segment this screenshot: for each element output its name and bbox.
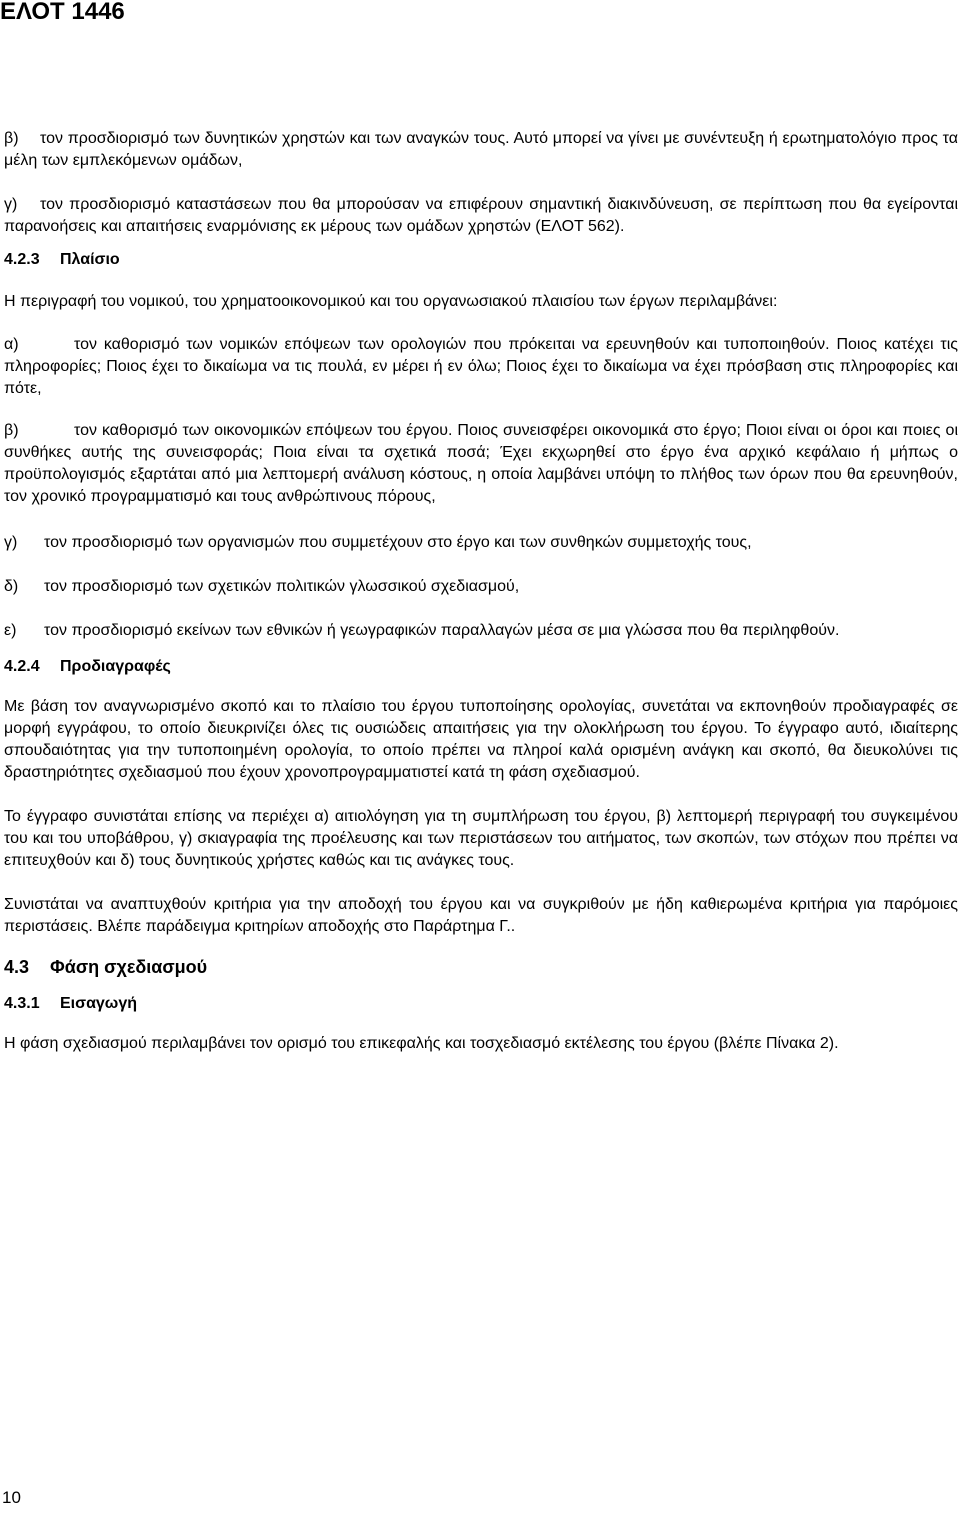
section-heading-4-3 [4, 956, 958, 978]
list-marker: ε) [4, 622, 17, 639]
list-item [4, 334, 958, 400]
list-text: τον προσδιορισμό εκείνων των εθνικών ή γεωγραφικών παραλλαγών μέσα σε μια γλώσσα που θα περιληφθούν. [44, 622, 840, 639]
section-number: 4.3 [4, 957, 30, 977]
list-marker: δ) [4, 578, 19, 595]
section-heading-4-2-4 [4, 656, 958, 678]
section-title: Προδιαγραφές [60, 658, 171, 675]
document-body [4, 128, 958, 1055]
list-item [4, 128, 958, 172]
list-marker: β) [4, 422, 19, 439]
list-text: τον καθορισμό των νομικών επόψεων των ορολογιών που πρόκειται να ερευνηθούν και τυποποιηθούν. Ποιος κατέχει τις πληροφορίες; Ποιος έχει το δικαίωμα να τις πουλά, εν μέρει ή εν όλω; Ποιος έχει το δικαίωμα να έχει πρόσβαση στις πληροφορίες και πότε, [4, 336, 958, 397]
section-heading-4-3-1 [4, 993, 958, 1015]
list-item [4, 576, 958, 598]
list-marker: α) [4, 336, 19, 353]
list-text: τον καθορισμό των οικονομικών επόψεων του έργου. Ποιος συνεισφέρει οικονομικά στο έργο; Ποιοι είναι οι όροι και ποιες οι συνθήκες αυτής της συνεισφοράς; Ποια είναι τα σχετικά ποσά; Έχει εκχωρηθεί στο έργο ένα αρχικό κεφάλαιο ή μήπως ο προϋπολογισμός εξαρτάται από μια λεπτομερή ανάλυση κόστους, η οποία λαμβάνει υπόψη το πλήθος των όρων που θα ερευνηθούν, τον χρονικό προγραμματισμό και τους ανθρώπινους πόρους, [4, 422, 958, 505]
list-text: τον προσδιορισμό των οργανισμών που συμμετέχουν στο έργο και των συνθηκών συμμετοχής τους, [44, 534, 752, 551]
section-title: Εισαγωγή [60, 995, 137, 1012]
paragraph: Η φάση σχεδιασμού περιλαμβάνει τον ορισμό του επικεφαλής και τοσχεδιασμό εκτέλεσης του έργου (βλέπε Πίνακα 2). [4, 1035, 839, 1052]
paragraph: Με βάση τον αναγνωρισμένο σκοπό και το πλαίσιο του έργου τυποποίησης ορολογίας, συνετάται να εκπονηθούν προδιαγραφές σε μορφή εγγράφου, το οποίο διευκρινίζει όλες τις ουσιώδεις απαιτήσεις για την ολοκλήρωση του έργου. Το έγγραφο αυτό, ιδιαίτερης σπουδαιότητας για την τυποποιημένη ορολογία, το οποίο πρέπει να πληροί καλά ορισμένη ανάγκη και σκοπό, θα διευκολύνει τις δραστηριότητες σχεδιασμού που έχουν χρονοπρογραμματιστεί κατά τη φάση σχεδιασμού. [4, 698, 958, 781]
list-marker: γ) [4, 534, 18, 551]
paragraph: Συνιστάται να αναπτυχθούν κριτήρια για την αποδοχή του έργου και να συγκριθούν με ήδη καθιερωμένα κριτήρια για παρόμοιες περιστάσεις. Βλέπε παράδειγμα κριτηρίων αποδοχής στο Παράρτημα Γ.. [4, 896, 958, 935]
list-marker: β) [4, 130, 19, 147]
section-title: Πλαίσιο [60, 251, 120, 268]
document-header: ΕΛΟΤ 1446 [0, 0, 125, 25]
section-number: 4.2.4 [4, 658, 40, 675]
paragraph: Το έγγραφο συνιστάται επίσης να περιέχει α) αιτιολόγηση για τη συμπλήρωση του έργου, β) λεπτομερή περιγραφή του συγκειμένου του και του υποβάθρου, γ) σκιαγραφία της προέλευσης και των περιστάσεων του αιτήματος, των σκοπών, των στόχων που πρέπει να επιτευχθούν και δ) τους δυνητικούς χρήστες καθώς και τις ανάγκες τους. [4, 808, 958, 869]
section-heading-4-2-3 [4, 249, 958, 271]
paragraph: Η περιγραφή του νομικού, του χρηματοοικονομικού και του οργανωσιακού πλαισίου των έργων περιλαμβάνει: [4, 293, 778, 310]
section-number: 4.3.1 [4, 995, 40, 1012]
section-title: Φάση σχεδιασμού [50, 957, 208, 977]
section-number: 4.2.3 [4, 251, 40, 268]
list-text: τον προσδιορισμό καταστάσεων που θα μπορούσαν να επιφέρουν σημαντική διακινδύνευση, σε περίπτωση που θα εγείρονται παρανοήσεις και απαιτήσεις εναρμόνισης εκ μέρους των ομάδων χρηστών (ΕΛΟΤ 562). [4, 196, 958, 235]
page-number: 10 [2, 1488, 21, 1507]
list-item [4, 620, 958, 642]
list-item [4, 420, 958, 508]
list-marker: γ) [4, 196, 18, 213]
list-text: τον προσδιορισμό των σχετικών πολιτικών γλωσσικού σχεδιασμού, [44, 578, 520, 595]
list-text: τον προσδιορισμό των δυνητικών χρηστών και των αναγκών τους. Αυτό μπορεί να γίνει με συνέντευξη ή ερωτηματολόγιο προς τα μέλη των εμπλεκόμενων ομάδων, [4, 130, 958, 169]
list-item [4, 532, 958, 554]
list-item [4, 194, 958, 238]
